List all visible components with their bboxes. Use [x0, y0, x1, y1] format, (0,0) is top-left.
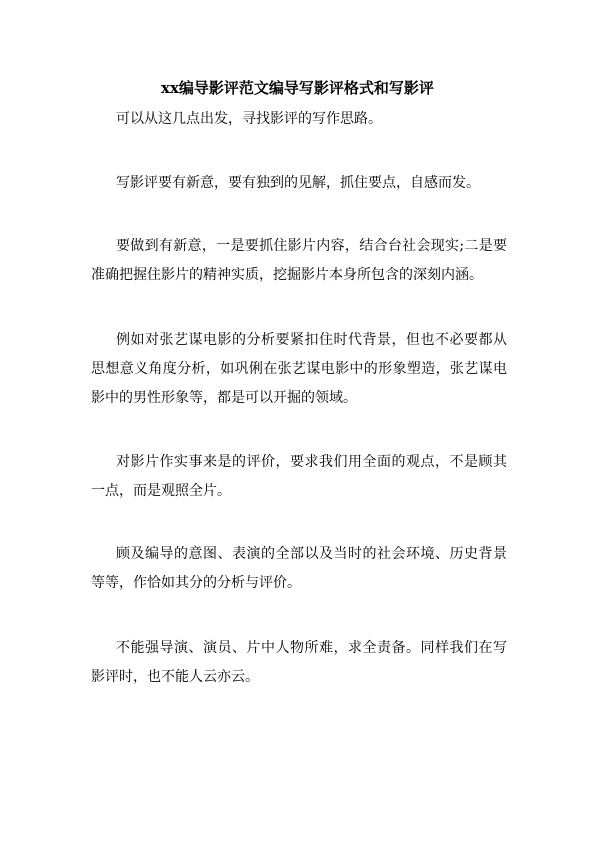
paragraph-5: 对影片作实事来是的评价，要求我们用全面的观点，不是顾其一点，而是观照全片。 [91, 454, 507, 499]
paragraph-2: 写影评要有新意，要有独到的见解，抓住要点，自感而发。 [116, 175, 480, 191]
paragraph-6: 顾及编导的意图、表演的全部以及当时的社会环境、历史背景等等，作恰如其分的分析与评价。 [91, 546, 507, 591]
paragraph-7: 不能强导演、演员、片中人物所难，求全责备。同样我们在写影评时，也不能人云亦云。 [91, 640, 507, 685]
paragraph-1: 可以从这几点出发，寻找影评的写作思路。 [116, 111, 382, 127]
paragraph-4: 例如对张艺谋电影的分析要紧扣住时代背景，但也不必要都从思想意义角度分析，如巩俐在张艺谋电影中的形象塑造，张艺谋电影中的男性形象等，都是可以开掘的领域。 [91, 332, 507, 406]
document-title: xx编导影评范文编导写影评格式和写影评 [161, 79, 434, 97]
paragraph-3: 要做到有新意，一是要抓住影片内容，结合台社会现实;二是要准确把握住影片的精神实质，挖掘影片本身所包含的深刻内涵。 [91, 238, 507, 283]
